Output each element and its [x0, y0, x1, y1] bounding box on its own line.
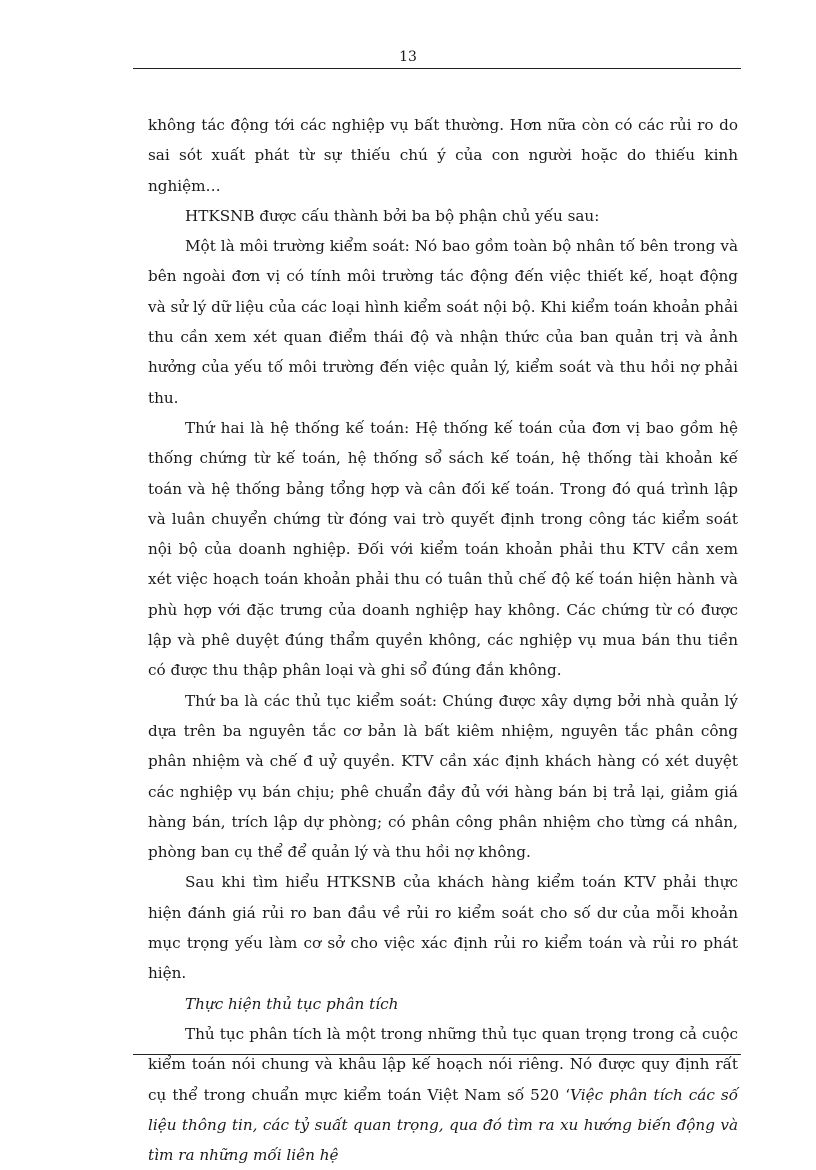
- paragraph-htksnb-intro: HTKSNB được cấu thành bởi ba bộ phận chủ yếu sau:: [185, 206, 600, 225]
- paragraph-control-procedures: Thứ ba là các thủ tục kiểm soát: Chúng được xây dựng bởi nhà quản lý dựa trên ba nguyên tắc cơ bản là bất kiêm nhiệm, nguyên tắc phân công phân nhiệm và chế đ uỷ quyền. KTV cần xác định khách hàng có xét duyệt các nghiệp vụ bán chịu; phê chuẩn đầy đủ với hàng bán bị trả lại, giảm giá hàng bán, trích lập dự phòng; có phân công phân nhiệm cho từng cá nhân, phòng ban cụ thể để quản lý và thu hồi nợ không.: [148, 691, 738, 862]
- paragraph-risk-assessment: Sau khi tìm hiểu HTKSNB của khách hàng kiểm toán KTV phải thực hiện đánh giá rủi ro ban đầu về rủi ro kiểm soát cho số dư của mỗi khoản mục trọng yếu làm cơ sở cho việc xác định rủi ro kiểm toán và rủi ro phát hiện.: [148, 873, 738, 983]
- page-body: [148, 110, 738, 1170]
- standard-quote: Việc phân tích các số liệu thông tin, các tỷ suất quan trọng, qua đó tìm ra xu hướng biến động và tìm ra những mối liên hệ: [148, 1085, 738, 1165]
- paragraph-analytical-procedures: [148, 1019, 738, 1170]
- header-rule: [133, 68, 741, 69]
- footer-rule: [133, 1054, 741, 1055]
- analytical-procedures-text: Thủ tục phân tích là một trong những thủ tục quan trọng trong cả cuộc kiểm toán nói chung và khâu lập kế hoạch nói riêng. Nó được quy định rất cụ thể trong chuẩn mực kiểm toán Việt Nam số 520 ‘: [148, 1024, 738, 1104]
- paragraph-continuation: không tác động tới các nghiệp vụ bất thường. Hơn nữa còn có các rủi ro do sai sót xuất phát từ sự thiếu chú ý của con người hoặc do thiếu kinh nghiệm…: [148, 116, 738, 195]
- paragraph-accounting-system: Thứ hai là hệ thống kế toán: Hệ thống kế toán của đơn vị bao gồm hệ thống chứng từ kế toán, hệ thống sổ sách kế toán, hệ thống tài khoản kế toán và hệ thống bảng tổng hợp và cân đối kế toán. Trong đó quá trình lập và luân chuyển chứng từ đóng vai trò quyết định trong công tác kiểm soát nội bộ của doanh nghiệp. Đối với kiểm toán khoản phải thu KTV cần xem xét việc hoạch toán khoản phải thu có tuân thủ chế độ kế toán hiện hành và phù hợp với đặc trưng của doanh nghiệp hay không. Các chứng từ có được lập và phê duyệt đúng thẩm quyền không, các nghiệp vụ mua bán thu tiền có được thu thập phân loại và ghi sổ đúng đắn không.: [148, 418, 738, 680]
- section-heading: Thực hiện thủ tục phân tích: [185, 994, 399, 1013]
- paragraph-control-environment: Một là môi trường kiểm soát: Nó bao gồm toàn bộ nhân tố bên trong và bên ngoài đơn vị có tính môi trường tác động đến việc thiết kế, hoạt động và sử lý dữ liệu của các loại hình kiểm soát nội bộ. Khi kiểm toán khoản phải thu cần xem xét quan điểm thái độ và nhận thức của ban quản trị và ảnh hưởng của yếu tố môi trường đến việc quản lý, kiểm soát và thu hồi nợ phải thu.: [148, 237, 738, 407]
- page-number: 13: [399, 49, 417, 65]
